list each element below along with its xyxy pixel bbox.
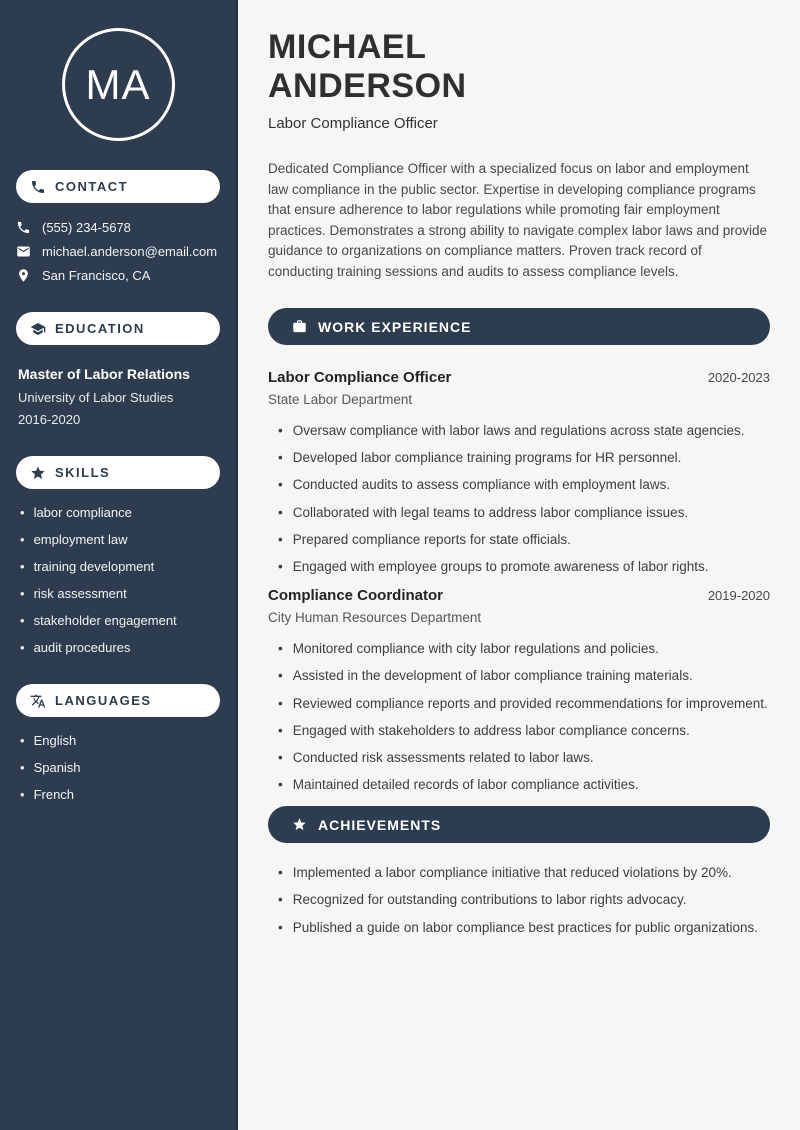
job-bullet: • Developed labor compliance training programs for HR personnel. [278,450,770,466]
graduation-cap-icon [30,321,46,337]
skill-item: • employment law [20,532,220,547]
translate-icon [30,693,46,709]
job-bullet: • Conducted audits to assess compliance with employment laws. [278,477,770,493]
phone-icon [30,179,46,195]
phone-icon [16,220,32,235]
contact-section-header [16,170,220,203]
location-pin-icon [16,268,32,283]
skills-section-header [16,456,220,489]
job-company: City Human Resources Department [268,610,482,626]
education-entry [16,366,220,427]
job-bullet: • Engaged with stakeholders to address labor compliance concerns. [278,723,770,739]
work-experience-section-header [268,308,770,345]
job-bullet: • Reviewed compliance reports and provided recommendations for improvement. [278,696,770,712]
skill-item: • risk assessment [20,586,220,601]
language-item: • French [20,787,220,802]
job-bullets [268,423,770,575]
job-bullet: • Engaged with employee groups to promote awareness of labor rights. [278,559,770,575]
phone-value: (555) 234-5678 [42,220,131,235]
achievement-bullet: • Recognized for outstanding contributions to labor rights advocacy. [278,892,770,908]
job-bullet: • Assisted in the development of labor compliance training materials. [278,668,770,684]
achievements-section-header [268,806,770,843]
language-item: • English [20,733,220,748]
job-bullet: • Monitored compliance with city labor regulations and policies. [278,641,770,657]
job-title: Compliance Coordinator [268,587,444,605]
name-line1: MICHAEL [268,28,427,66]
job-bullet: • Maintained detailed records of labor compliance activities. [278,777,770,793]
job-entry [268,369,770,575]
skill-item: • stakeholder engagement [20,613,220,628]
mail-icon [16,244,32,259]
skills-list [16,505,220,655]
language-item: • Spanish [20,760,220,775]
job-bullet: • Prepared compliance reports for state officials. [278,532,770,548]
job-title: Labor Compliance Officer [268,369,452,386]
job-company: State Labor Department [268,392,413,407]
contact-email-row [16,244,220,259]
work-experience-header-label: WORK EXPERIENCE [318,318,472,335]
briefcase-icon [292,319,307,334]
education-school: University of Labor Studies [18,390,174,405]
skills-header-label: SKILLS [55,465,111,480]
achievements-header-label: ACHIEVEMENTS [318,816,442,833]
skill-item: • audit procedures [20,640,220,655]
job-bullet: • Collaborated with legal teams to address labor compliance issues. [278,505,770,521]
avatar [62,28,175,141]
achievements-list [268,865,770,936]
location-value: San Francisco, CA [42,268,151,283]
job-entry [268,587,770,793]
education-header-label: EDUCATION [55,321,145,336]
candidate-name [268,28,770,106]
name-line2: ANDERSON [268,67,467,105]
languages-list [16,733,220,802]
avatar-initials: MA [85,60,151,108]
education-degree: Master of Labor Relations [18,366,190,382]
star-icon [30,465,46,481]
contact-header-label: CONTACT [55,179,129,194]
achievement-bullet: • Published a guide on labor compliance best practices for public organizations. [278,920,770,936]
sidebar [0,0,238,1130]
candidate-title: Labor Compliance Officer [268,115,438,132]
languages-section-header [16,684,220,717]
job-dates: 2020-2023 [707,370,770,385]
job-bullets [268,641,770,793]
contact-location-row [16,268,220,283]
job-bullet: • Conducted risk assessments related to labor laws. [278,750,770,766]
job-bullet: • Oversaw compliance with labor laws and regulations across state agencies. [278,423,770,439]
star-icon [292,817,307,832]
languages-header-label: LANGUAGES [55,693,152,708]
skill-item: • labor compliance [20,505,220,520]
contact-phone-row [16,220,220,235]
skill-item: • training development [20,559,220,574]
education-section-header [16,312,220,345]
education-years: 2016-2020 [18,412,81,427]
email-value: michael.anderson@email.com [42,244,218,259]
summary-paragraph: Dedicated Compliance Officer with a specialized focus on labor and employment law compliance in the public sector. Expertise in developing compliance programs that ensure adherence to labor regulations while promoting fair employment practices. Demonstrates a strong ability to navigate complex labor laws and provide guidance to organizations on compliance matters. Proven track record of conducting training sessions and audits to assess compliance levels. [268,161,767,279]
achievement-bullet: • Implemented a labor compliance initiative that reduced violations by 20%. [278,865,770,881]
resume-main [238,0,800,1130]
job-dates: 2019-2020 [707,588,770,604]
